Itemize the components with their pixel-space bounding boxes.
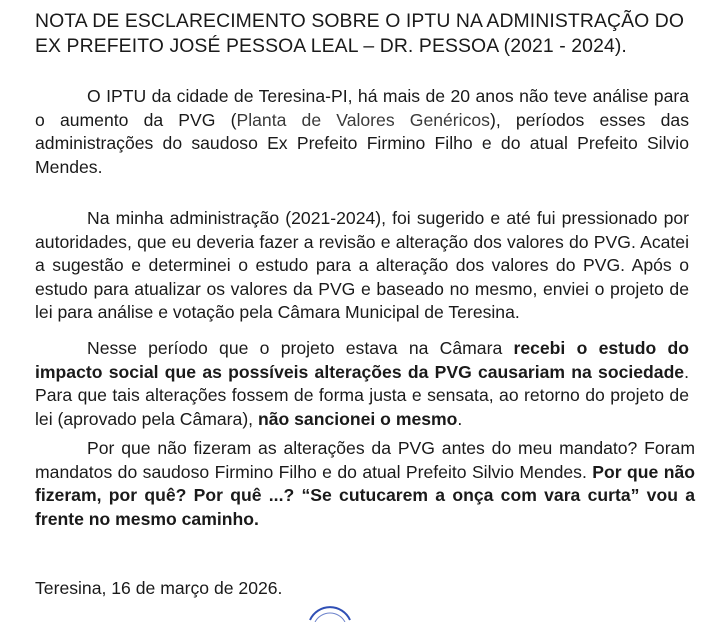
- paragraph-4-bold-a: Por que não fizeram, por quê? Por quê ...? “Se cutucarem a onça com vara curta” vou a frente no mesmo caminho.: [35, 461, 695, 529]
- paragraph-3-text-a: Nesse período que o projeto estava na Câmara: [87, 338, 514, 358]
- paragraph-iptu-history: [35, 85, 689, 179]
- paragraph-1-text-a: O IPTU da cidade de Teresina-PI, há mais de 20 anos não teve análise para o aumento da PVG (: [35, 86, 689, 130]
- paragraph-3-text-c: .: [457, 408, 463, 429]
- paragraph-1-text-b: Planta de Valores Genéricos: [236, 109, 490, 130]
- paragraph-3-bold-b: não sancionei o mesmo: [257, 408, 458, 429]
- paragraph-questions: [35, 437, 695, 531]
- paragraph-chamber-veto: [35, 337, 689, 431]
- document-title: NOTA DE ESCLARECIMENTO SOBRE O IPTU NA ADMINISTRAÇÃO DO EX PREFEITO JOSÉ PESSOA LEAL – DR. PESSOA (2021 - 2024).: [35, 10, 685, 57]
- stamp-seal-icon: [306, 598, 354, 622]
- paragraph-4-text-a: Por que não fizeram as alterações da PVG antes do meu mandato? Foram mandatos do saudoso Firmino Filho e do atual Prefeito Silvio Mendes.: [35, 438, 695, 482]
- place-and-date: Teresina, 16 de março de 2026.: [35, 578, 283, 598]
- paragraph-3-text-b: . Para que tais alterações fossem de forma justa e sensata, ao retorno do projeto de lei (aprovado pela Câmara),: [35, 361, 689, 429]
- paragraph-3-bold-a: recebi o estudo do impacto social que as possíveis alterações da PVG causariam na sociedade: [35, 338, 689, 382]
- paragraph-1-text-c: ), períodos esses das administrações do saudoso Ex Prefeito Firmino Filho e do atual Prefeito Silvio Mendes.: [35, 109, 689, 177]
- paragraph-administration: Na minha administração (2021-2024), foi sugerido e até fui pressionado por autoridades, que eu deveria fazer a revisão e alteração dos valores do PVG. Acatei a sugestão e determinei o estudo para a alteração dos valores do PVG. Após o estudo para atualizar os valores da PVG e baseado no mesmo, enviei o projeto de lei para análise e votação pela Câmara Municipal de Teresina.: [35, 208, 689, 323]
